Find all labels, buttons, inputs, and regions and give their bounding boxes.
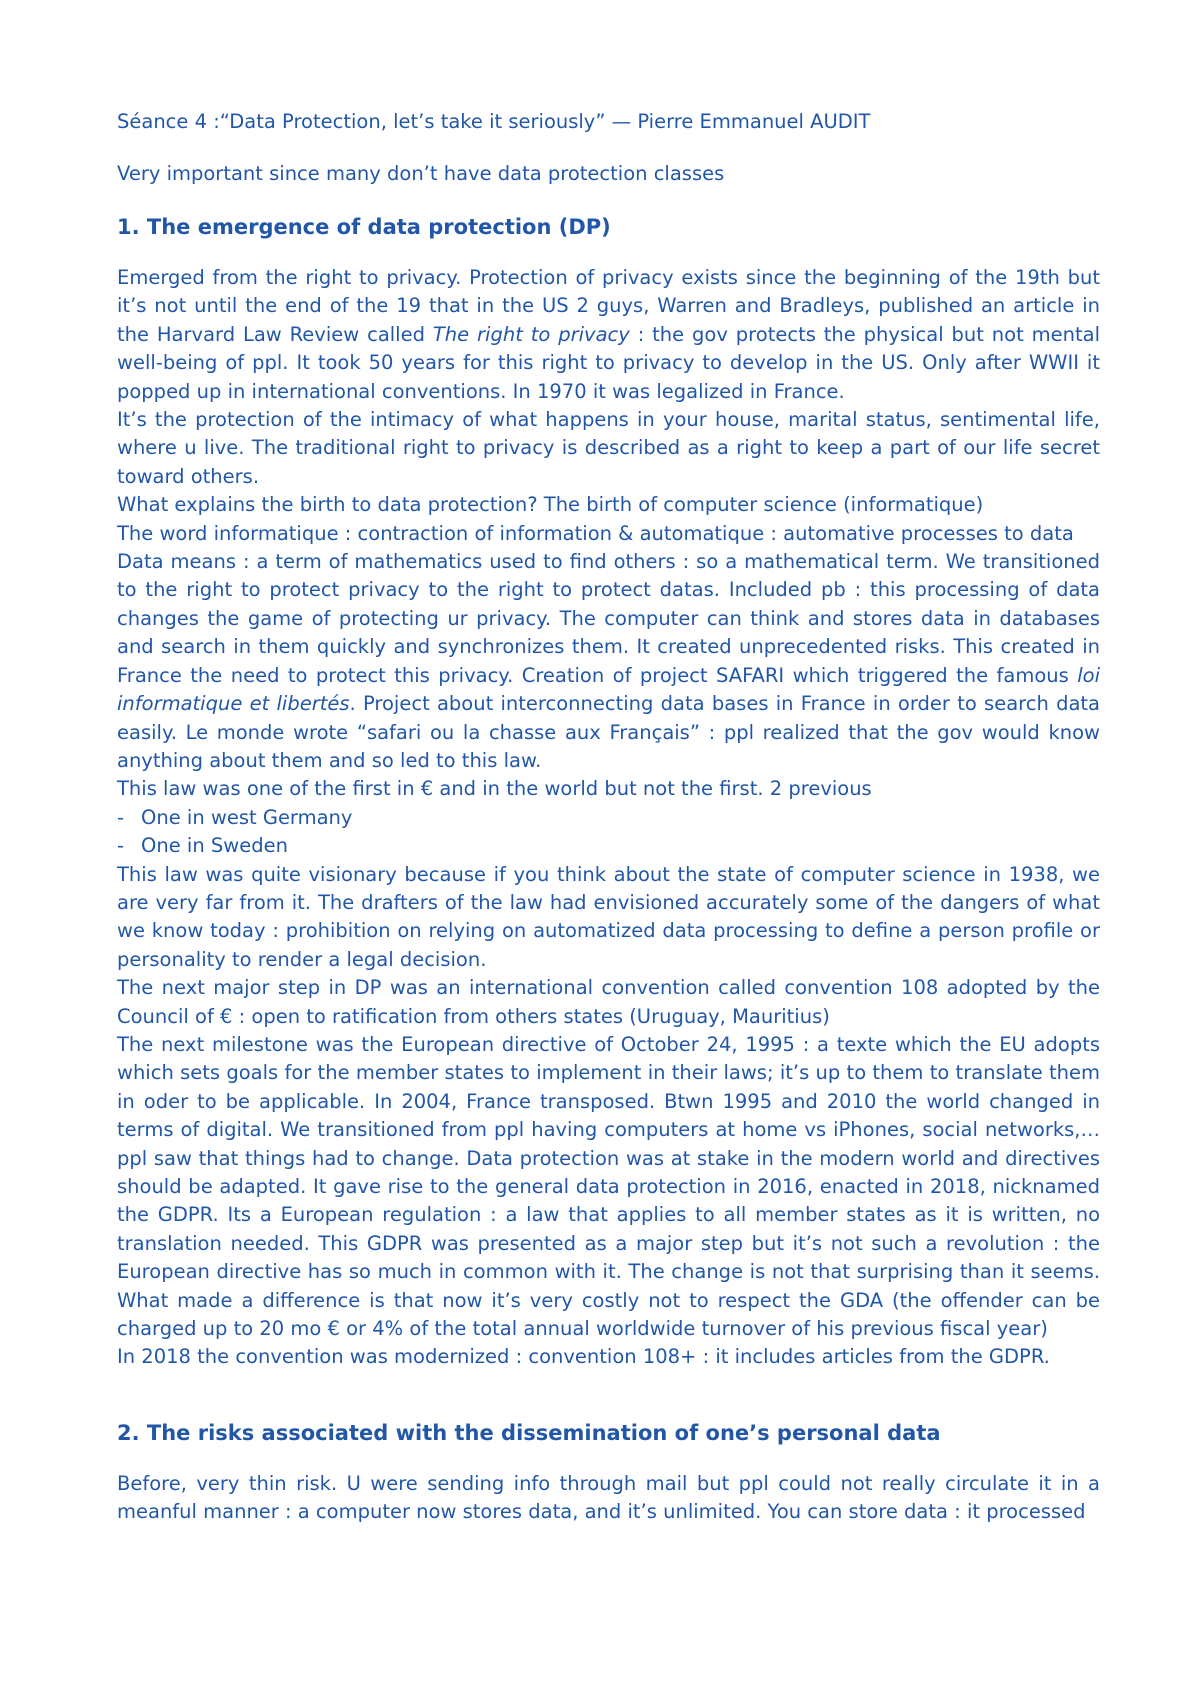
section-1-paragraph-9: The next milestone was the European directive of October 24, 1995 : a texte which the EU adopts which sets goals for the member states to implement in their laws; it’s up to them to translate them in oder to be applicable. In 2004, France transposed. Btwn 1995 and 2010 the world changed in terms of digital. We transitioned from ppl having computers at home vs iPhones, social networks,…ppl saw that things had to change. Data protection was at stake in the modern world and directives should be adapted. It gave rise to the general data protection in 2016, enacted in 2018, nicknamed the GDPR. Its a European regulation : a law that applies to all member states as it is written, no translation needed. This GDPR was presented as a major step but it’s not such a revolution : the European directive has so much in common with it. The change is not that surprising than it seems. What made a difference is that now it’s very costly not to respect the GDA (the offender can be charged up to 20 mo € or 4% of the total annual worldwide turnover of his previous fiscal year): [117, 1032, 1100, 1341]
article-title: The right to privacy: [432, 322, 630, 346]
section-1-heading: 1. The emergence of data protection (DP): [117, 215, 611, 239]
section-1-paragraph-1: Emerged from the right to privacy. Protection of privacy exists since the beginning of the 19th but it’s not until the end of the 19 that in the US 2 guys, Warren and Bradleys, published an article in the Harvard Law Review called The right to privacy : the gov protects the physical but not mental well-being of ppl. It took 50 years for this right to privacy to develop in the US. Only after WWII it popped up in international conventions. In 1970 it was legalized in France.: [117, 266, 1100, 403]
section-1-paragraph-5: Data means : a term of mathematics used to find others : so a mathematical term. We transitioned to the right to protect privacy to the right to protect datas. Included pb : this processing of data changes the game of protecting ur privacy. The computer can think and stores data in databases and search in them quickly and synchronizes them. It created unprecedented risks. This created in France the need to protect this privacy. Creation of project SAFARI which triggered the famous loi informatique et libertés. Project about interconnecting data bases in France in order to search data easily. Le monde wrote “safari ou la chasse aux Français” : ppl realized that the gov would know anything about them and so led to this law.: [117, 550, 1100, 772]
section-2-paragraph-1: Before, very thin risk. U were sending info through mail but ppl could not really circulate it in a meanful manner : a computer now stores data, and it’s unlimited. You can store data : it processed: [117, 1471, 1100, 1524]
intro-note: Very important since many don’t have data protection classes: [117, 162, 725, 185]
section-1-paragraph-2: It’s the protection of the intimacy of what happens in your house, marital status, sentimental life, where u live. The traditional right to privacy is described as a right to keep a part of our life secret toward others.: [117, 408, 1100, 488]
bullet-item: - One in Sweden: [117, 834, 288, 858]
document-content: [117, 108, 1100, 1527]
section-1-paragraph-8: The next major step in DP was an international convention called convention 108 adopted by the Council of € : open to ratification from others states (Uruguay, Mauritius): [117, 976, 1100, 1028]
section-1-paragraph-4: The word informatique : contraction of information & automatique : automative processes to data: [117, 521, 1074, 545]
section-2-heading: 2. The risks associated with the dissemination of one’s personal data: [117, 1420, 941, 1445]
document-title: Séance 4 :“Data Protection, let’s take it seriously” — Pierre Emmanuel AUDIT: [117, 110, 871, 133]
section-1-paragraph-6: This law was one of the first in € and in the world but not the first. 2 previous: [117, 777, 872, 801]
law-title: loi informatique et libertés: [117, 663, 1100, 716]
section-1-paragraph-7: This law was quite visionary because if you think about the state of computer science in 1938, we are very far from it. The drafters of the law had envisioned accurately some of the dangers of what we know today : prohibition on relying on automatized data processing to define a person profile or personality to render a legal decision.: [117, 862, 1100, 971]
bullet-item: - One in west Germany: [117, 805, 353, 829]
section-1-paragraph-10: In 2018 the convention was modernized : convention 108+ : it includes articles from the GDPR.: [117, 1345, 1050, 1369]
section-1-paragraph-3: What explains the birth to data protection? The birth of computer science (informatique): [117, 493, 984, 517]
